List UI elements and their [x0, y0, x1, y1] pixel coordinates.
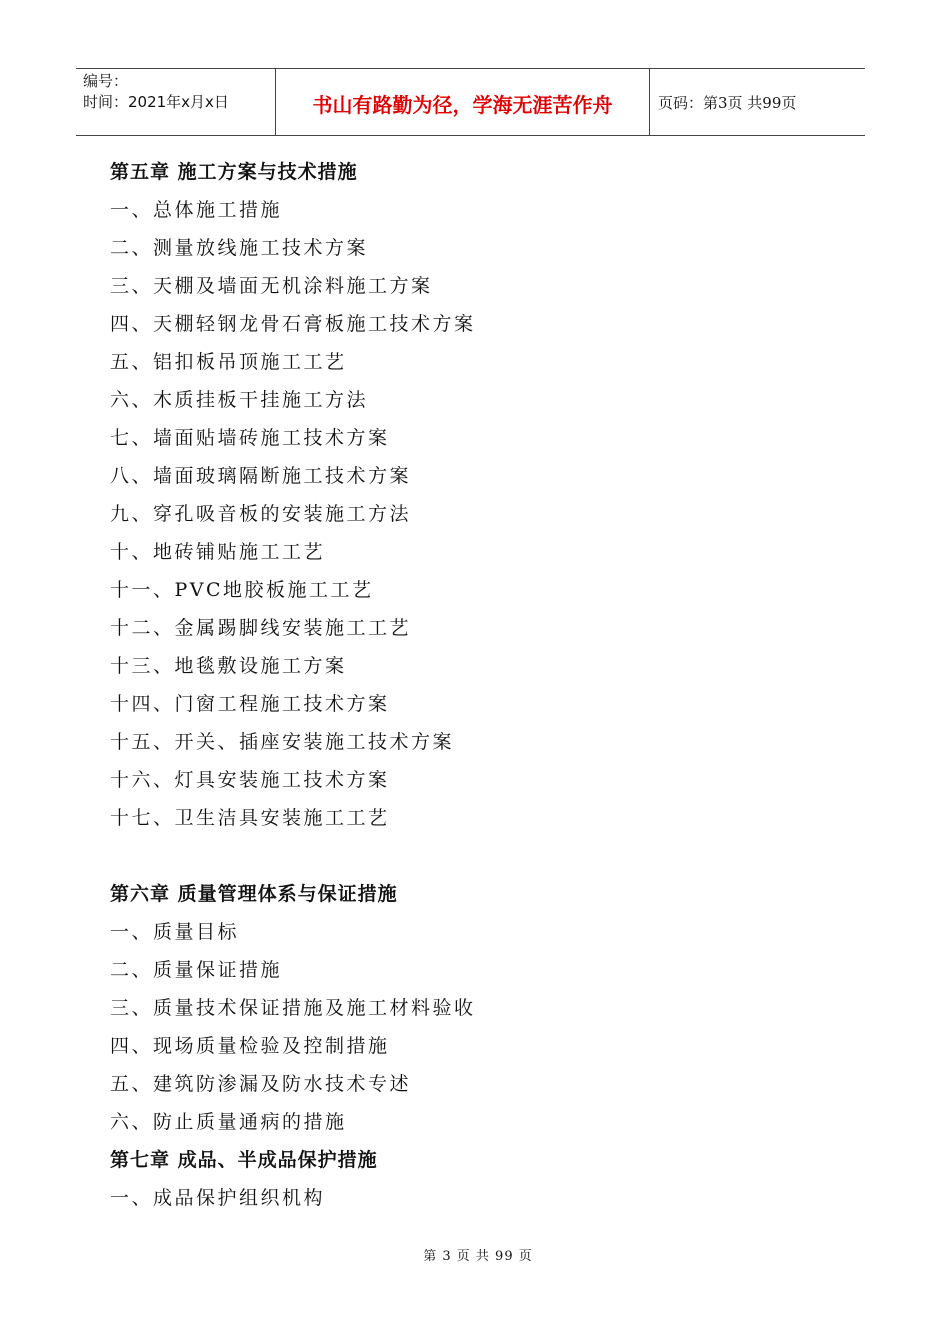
toc-item: 二、测量放线施工技术方案 [110, 237, 369, 259]
toc-item: 八、墙面玻璃隔断施工技术方案 [110, 465, 412, 487]
toc-item: 十四、门窗工程施工技术方案 [110, 693, 390, 715]
toc-item: 四、天棚轻钢龙骨石膏板施工技术方案 [110, 313, 476, 335]
toc-item: 十六、灯具安装施工技术方案 [110, 769, 390, 791]
chapter-title: 第六章 质量管理体系与保证措施 [110, 883, 398, 905]
toc-item: 七、墙面贴墙砖施工技术方案 [110, 427, 390, 449]
toc-item: 十二、金属踢脚线安装施工工艺 [110, 617, 412, 639]
toc-item: 三、质量技术保证措施及施工材料验收 [110, 997, 476, 1019]
toc-item: 九、穿孔吸音板的安装施工方法 [110, 503, 412, 525]
toc-item: 二、质量保证措施 [110, 959, 283, 981]
document-number-label: 编号： [83, 72, 129, 90]
toc-item: 五、建筑防渗漏及防水技术专述 [110, 1073, 412, 1095]
table-of-contents [110, 153, 850, 1217]
section-spacer [110, 837, 850, 875]
header-meta [76, 69, 276, 135]
page-header [76, 68, 865, 136]
toc-item: 六、木质挂板干挂施工方法 [110, 389, 369, 411]
toc-item: 一、成品保护组织机构 [110, 1187, 326, 1209]
chapter-title: 第五章 施工方案与技术措施 [110, 161, 358, 183]
header-page-info: 页码：第3页 共99页 [658, 93, 797, 112]
toc-item: 一、总体施工措施 [110, 199, 283, 221]
toc-item: 十、地砖铺贴施工工艺 [110, 541, 326, 563]
toc-item: 五、铝扣板吊顶施工工艺 [110, 351, 347, 373]
toc-item: 十一、PVC地胶板施工工艺 [110, 579, 374, 601]
toc-item: 六、防止质量通病的措施 [110, 1111, 347, 1133]
toc-item: 十七、卫生洁具安装施工工艺 [110, 807, 390, 829]
toc-item: 十三、地毯敷设施工方案 [110, 655, 347, 677]
toc-item: 三、天棚及墙面无机涂料施工方案 [110, 275, 433, 297]
page-footer: 第 3 页 共 99 页 [423, 1249, 533, 1264]
chapter-title: 第七章 成品、半成品保护措施 [110, 1149, 378, 1171]
toc-item: 十五、开关、插座安装施工技术方案 [110, 731, 455, 753]
toc-item: 一、质量目标 [110, 921, 240, 943]
header-motto: 书山有路勤为径，学海无涯苦作舟 [276, 69, 650, 135]
toc-item: 四、现场质量检验及控制措施 [110, 1035, 390, 1057]
document-time-label: 时间：2021年x月x日 [83, 93, 229, 111]
